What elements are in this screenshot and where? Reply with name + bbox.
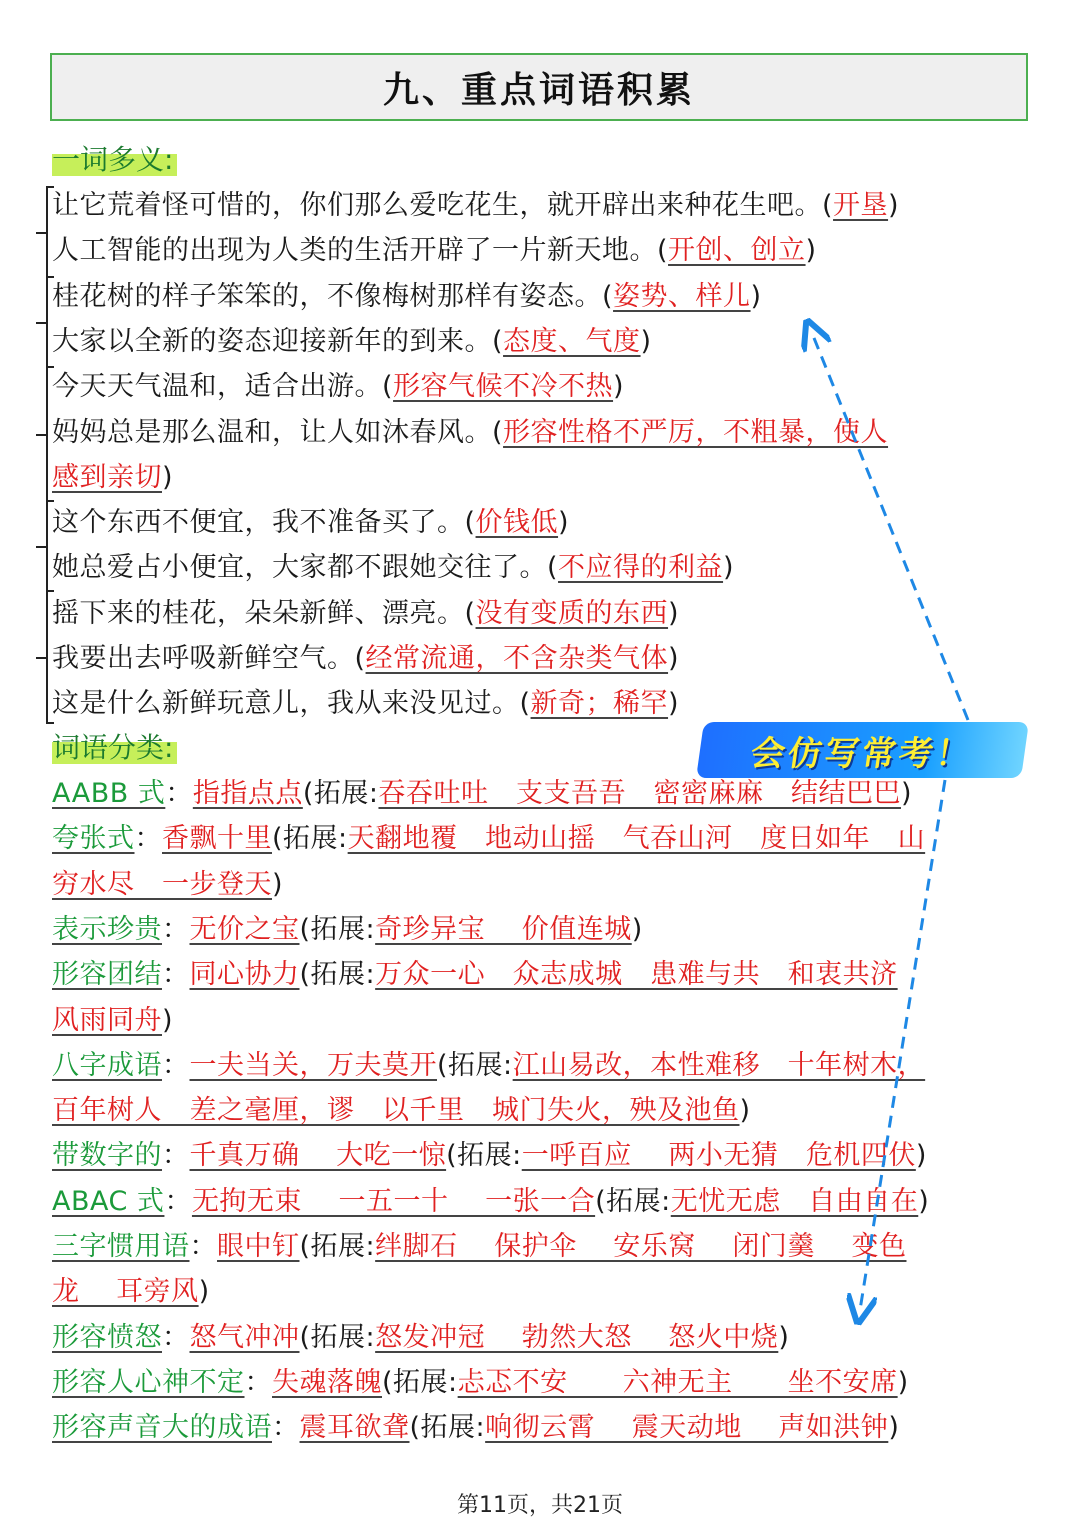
- extension-phrases: 忐忑不安 六神无主 坐不安席: [457, 1366, 898, 1398]
- extension-phrases: 风雨同舟: [52, 1004, 162, 1036]
- category-label: AABB 式: [52, 778, 166, 809]
- extension-phrases: 江山易改，本性难移 十年树木，: [512, 1049, 926, 1081]
- extension-phrases: 响彻云霄 震天动地 声如洪钟: [485, 1412, 889, 1444]
- main-phrase: 香飘十里: [162, 823, 272, 855]
- answer-text: 不应得的利益: [558, 552, 724, 584]
- separator: ：: [165, 778, 193, 809]
- closing-paren: ): [918, 1185, 930, 1217]
- main-phrase: 无拘无束 一五一十 一张一合: [191, 1185, 596, 1217]
- closing-paren: ): [668, 597, 680, 629]
- separator: ：: [164, 1185, 192, 1217]
- section-heading-polysemy: 一词多义:: [52, 140, 177, 180]
- separator: ：: [134, 823, 162, 855]
- extension-prefix: (拓展:: [299, 1231, 376, 1262]
- answer-text: 没有变质的东西: [475, 597, 669, 629]
- closing-paren: ): [613, 371, 625, 403]
- closing-paren: ): [723, 552, 735, 584]
- page-number: 第11页，共21页: [457, 1493, 623, 1518]
- answer-text: 感到亲切: [52, 461, 162, 493]
- sentence-text: 今天天气温和，适合出游。(: [52, 371, 394, 403]
- category-label: 三字惯用语: [52, 1231, 190, 1262]
- answer-text: 形容气候不冷不热: [393, 371, 614, 403]
- category-label: 形容人心神不定: [52, 1366, 245, 1398]
- closing-paren: ): [915, 1140, 927, 1172]
- extension-prefix: (拓展:: [299, 913, 376, 945]
- separator: ：: [244, 1366, 272, 1398]
- main-phrase: 失魂落魄: [272, 1366, 382, 1398]
- closing-paren: ): [897, 1366, 909, 1398]
- main-phrase: 同心协力: [189, 959, 300, 991]
- answer-text: 经常流通，不含杂类气体: [365, 643, 669, 674]
- extension-prefix: (拓展:: [409, 1412, 486, 1444]
- extension-prefix: (拓展:: [382, 1366, 458, 1398]
- closing-paren: ): [750, 280, 762, 312]
- main-phrase: 震耳欲聋: [299, 1412, 410, 1444]
- main-phrase: 眼中钉: [217, 1231, 300, 1262]
- extension-phrases: 穷水尽 一步登天: [52, 868, 272, 900]
- main-phrase: 无价之宝: [189, 913, 300, 945]
- closing-paren: ): [198, 1276, 210, 1308]
- arrow-up: [812, 333, 968, 720]
- extension-phrases: 无忧无虑 自由自在: [670, 1185, 919, 1217]
- sentence-text: 桂花树的样子笨笨的，不像梅树那样有姿态。(: [52, 280, 614, 312]
- closing-paren: ): [900, 778, 913, 809]
- closing-paren: ): [739, 1095, 751, 1127]
- extension-phrases: 一呼百应 两小无猜 危机四伏: [521, 1140, 916, 1172]
- category-label: ABAC 式: [52, 1185, 165, 1217]
- closing-paren: ): [778, 1321, 790, 1353]
- sentence-text: 这个东西不便宜，我不准备买了。(: [52, 507, 476, 539]
- closing-paren: ): [631, 913, 643, 945]
- extension-phrases: 百年树人 差之毫厘，谬 以千里 城门失火，殃及池鱼: [52, 1095, 740, 1127]
- extension-prefix: (拓展:: [595, 1185, 671, 1217]
- separator: ：: [162, 1049, 190, 1081]
- sentence-text: 摇下来的桂花，朵朵新鲜、漂亮。(: [52, 597, 476, 629]
- extension-phrases: 龙 耳旁风: [52, 1276, 199, 1308]
- separator: ：: [162, 959, 190, 991]
- extension-prefix: (拓展:: [299, 959, 376, 991]
- closing-paren: ): [888, 1412, 900, 1444]
- main-phrase: 一夫当关，万夫莫开: [189, 1049, 437, 1081]
- answer-text: 开创、创立: [668, 235, 806, 267]
- answer-text: 新奇；稀罕: [530, 688, 669, 720]
- main-phrase: 怒气冲冲: [189, 1321, 300, 1353]
- category-label: 表示珍贵: [52, 913, 162, 945]
- extension-prefix: (拓展:: [272, 823, 348, 855]
- main-phrase: 千真万确 大吃一惊: [189, 1140, 447, 1172]
- closing-paren: ): [162, 1004, 174, 1036]
- answer-text: 姿势、样儿: [613, 280, 751, 312]
- sentence-text: 我要出去呼吸新鲜空气。(: [52, 643, 366, 674]
- closing-paren: ): [668, 688, 680, 720]
- separator: ：: [162, 1140, 190, 1172]
- category-label: 形容声音大的成语: [52, 1412, 272, 1444]
- sentence-text: 人工智能的出现为人类的生活开辟了一片新天地。(: [52, 235, 669, 267]
- separator: ：: [189, 1231, 217, 1262]
- extension-phrases: 万众一心 众志成城 患难与共 和衷共济: [375, 959, 898, 991]
- answer-text: 开垦: [833, 190, 889, 221]
- answer-text: 价钱低: [475, 507, 559, 539]
- arrow-down: [860, 780, 945, 1310]
- category-label: 带数字的: [52, 1140, 162, 1172]
- extension-phrases: 天翻地覆 地动山摇 气吞山河 度日如年 山: [347, 823, 926, 855]
- sentence-text: 大家以全新的姿态迎接新年的到来。(: [52, 325, 504, 357]
- closing-paren: ): [805, 235, 817, 267]
- closing-paren: ): [162, 461, 174, 493]
- sentence-text: 她总爱占小便宜，大家都不跟她交往了。(: [52, 552, 559, 584]
- extension-prefix: (拓展:: [299, 1321, 376, 1353]
- sentence-text: 这是什么新鲜玩意儿，我从来没见过。(: [52, 688, 531, 720]
- category-label: 形容愤怒: [52, 1321, 162, 1353]
- sentence-text: 妈妈总是那么温和，让人如沐春风。(: [52, 416, 504, 448]
- page-title: 九、重点词语积累: [50, 53, 1028, 121]
- extension-phrases: 吞吞吐吐 支支吾吾 密密麻麻 结结巴巴: [378, 778, 901, 809]
- extension-prefix: (拓展:: [302, 778, 379, 809]
- answer-text: 态度、气度: [503, 325, 641, 357]
- category-label: 八字成语: [52, 1049, 162, 1081]
- closing-paren: ): [640, 325, 652, 357]
- category-label: 形容团结: [52, 959, 162, 991]
- extension-phrases: 怒发冲冠 勃然大怒 怒火中烧: [375, 1321, 779, 1353]
- sentence-text: 让它荒着怪可惜的，你们那么爱吃花生，就开辟出来种花生吧。(: [52, 190, 834, 221]
- closing-paren: ): [558, 507, 570, 539]
- closing-paren: ): [272, 868, 284, 900]
- section-heading-classification: 词语分类:: [52, 728, 177, 768]
- extension-prefix: (拓展:: [437, 1049, 513, 1081]
- extension-prefix: (拓展:: [446, 1140, 522, 1172]
- answer-text: 形容性格不严厉，不粗暴，使人: [503, 416, 889, 448]
- separator: ：: [162, 1321, 190, 1353]
- category-label: 夸张式: [52, 823, 135, 855]
- extension-phrases: 绊脚石 保护伞 安乐窝 闭门羹 变色: [375, 1231, 907, 1262]
- exam-tip-sticker: 会仿写常考！: [696, 722, 1029, 778]
- closing-paren: ): [888, 190, 900, 221]
- extension-phrases: 奇珍异宝 价值连城: [375, 913, 632, 945]
- main-phrase: 指指点点: [192, 778, 303, 809]
- separator: ：: [272, 1412, 300, 1444]
- separator: ：: [162, 913, 190, 945]
- closing-paren: ): [668, 643, 680, 674]
